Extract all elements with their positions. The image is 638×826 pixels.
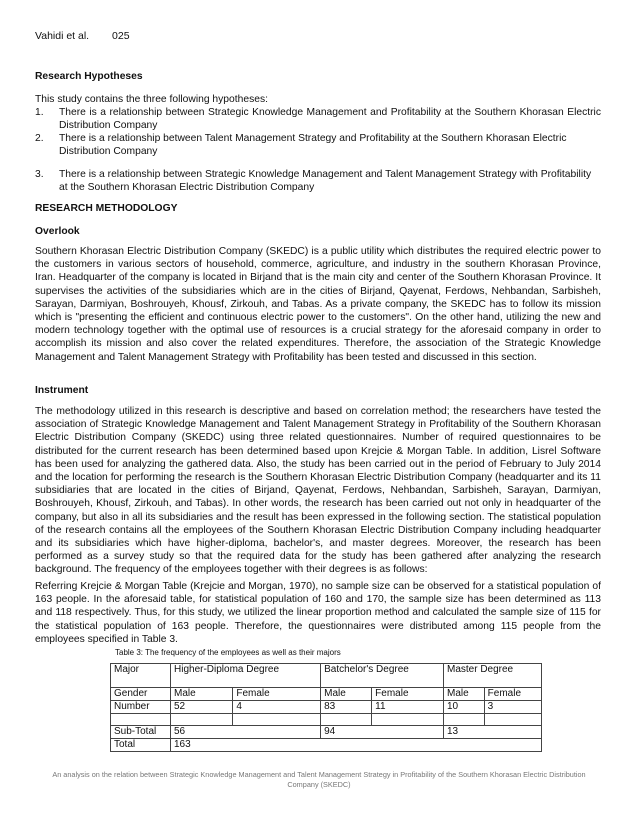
methodology-heading: RESEARCH METHODOLOGY <box>35 203 178 214</box>
instrument-paragraph-2: Referring Krejcie & Morgan Table (Krejcie and Morgan, 1970), no sample size can be observed for a statistical population of 163 people. In the aforesaid table, for statistical population of 160 and 170, the sample size has been determined as 113 and 118 respectively. Thus, for this study, we utilized the linear proportion method and calculated the sample size of 115 for the statistical population of 163 people. Therefore, the questionnaires were distributed among 115 people from the employees specified in Table 3. <box>35 581 601 645</box>
overlook-paragraph: Southern Khorasan Electric Distribution Company (SKEDC) is a public utility which distributes the required electric power to the customers in various sectors of household, commerce, agriculture, and industry in the southern Khorasan Province, Iran. Headquarter of the company is located in Birjand that is the main city and center of the Southern Khorasan Province. It supervises the activities of the subsidiaries which are in the cities of Birjand, Qayenat, Ferdows, Nehbandan, Sarbisheh, Sarayan, Darmiyan, Boshrouyeh, Khousf, Zirkouh, and Tabas. As a private company, the SKEDC has to follow its mission which is "presenting the efficient and continuous electric power to the customers". On the other hand, utilizing the new and modern technology together with the optimal use of resources is a crucial strategy for the aforesaid company in order to accomplish its mission and also cover the related expenditures. Therefore, the association of the Strategic Knowledge Management and Talent Management Strategy with Profitability has been tested and discussed in this section. <box>35 246 601 363</box>
header-page-number: 025 <box>112 30 130 42</box>
hypotheses-list-2 <box>35 132 601 158</box>
overlook-heading: Overlook <box>35 226 80 237</box>
running-footer: An analysis on the relation between Strategic Knowledge Management and Talent Management Strategy in Profitability of the Southern Khorasan Electric Distribution Company (SKEDC) <box>52 770 586 789</box>
table-row <box>111 714 542 726</box>
hypotheses-list-3 <box>35 168 601 194</box>
hypothesis-item: 3. There is a relationship between Strategic Knowledge Management and Talent Management Strategy with Profitability at the Southern Khorasan Electric Distribution Company <box>35 169 592 194</box>
table-row: Gender Male Female Male Female Male Female <box>111 688 542 701</box>
instrument-paragraph: The methodology utilized in this research is descriptive and based on correlation method; the researchers have tested the association of Strategic Knowledge Management and Talent Management Strategy in Profitability of the Southern Khorasan Electric Distribution Company (SKEDC) using three related questionnaires. Number of required questionnaires to be distributed for the current research has been determined based upon Krejcie & Morgan Table. In addition, Lisrel Software has been used for analyzing the gathered data. Also, the study has been carried out in the period of February to July 2014 and the location for performing the research is the Southern Khorasan Electric Distribution Company (headquarter and its 11 subsidiaries that are located in the cities of Birjand, Qayenat, Ferdows, Nehbandan, Sarbisheh, Sarayan, Darmiyan, Boshrouyeh, Khousf, Zirkouh, and Tabas). In other words, the research has been carried out not only in headquarter of the company, but also in all its subsidiaries and the result has been expressed in the following section. The statistical population of the research contains all the employees of the Southern Khorasan Electric Distribution Company including headquarter and its subsidiaries which have higher-diploma, bachelor's, and master degrees. Moreover, the research has been performed as a survey study so that the required data for the study has been gathered after analyzing the research background. The frequency of the employees together with their degrees is as follows: <box>35 406 601 576</box>
running-header <box>35 30 150 43</box>
employee-frequency-table <box>110 663 542 752</box>
hypotheses-intro: This study contains the three following hypotheses: <box>35 94 268 105</box>
table-row: Major Higher-Diploma Degree Batchelor's Degree Master Degree <box>111 664 542 688</box>
table-row: Number 52 4 83 11 10 3 <box>111 701 542 714</box>
research-hypotheses-heading: Research Hypotheses <box>35 71 143 82</box>
hypothesis-item: 2. There is a relationship between Talent Management Strategy and Profitability at the Southern Khorasan Electric Distribution Company <box>35 133 567 158</box>
table-row: Total 163 <box>111 739 542 752</box>
hypotheses-list <box>35 106 601 132</box>
table-caption: Table 3: The frequency of the employees as well as their majors <box>115 648 341 657</box>
hypothesis-item: 1. There is a relationship between Strategic Knowledge Management and Profitability at the Southern Khorasan Electric Distribution Company <box>35 107 601 132</box>
instrument-heading: Instrument <box>35 385 89 396</box>
table-row: Sub-Total 56 94 13 <box>111 726 542 739</box>
header-author: Vahidi et al. <box>35 30 90 42</box>
